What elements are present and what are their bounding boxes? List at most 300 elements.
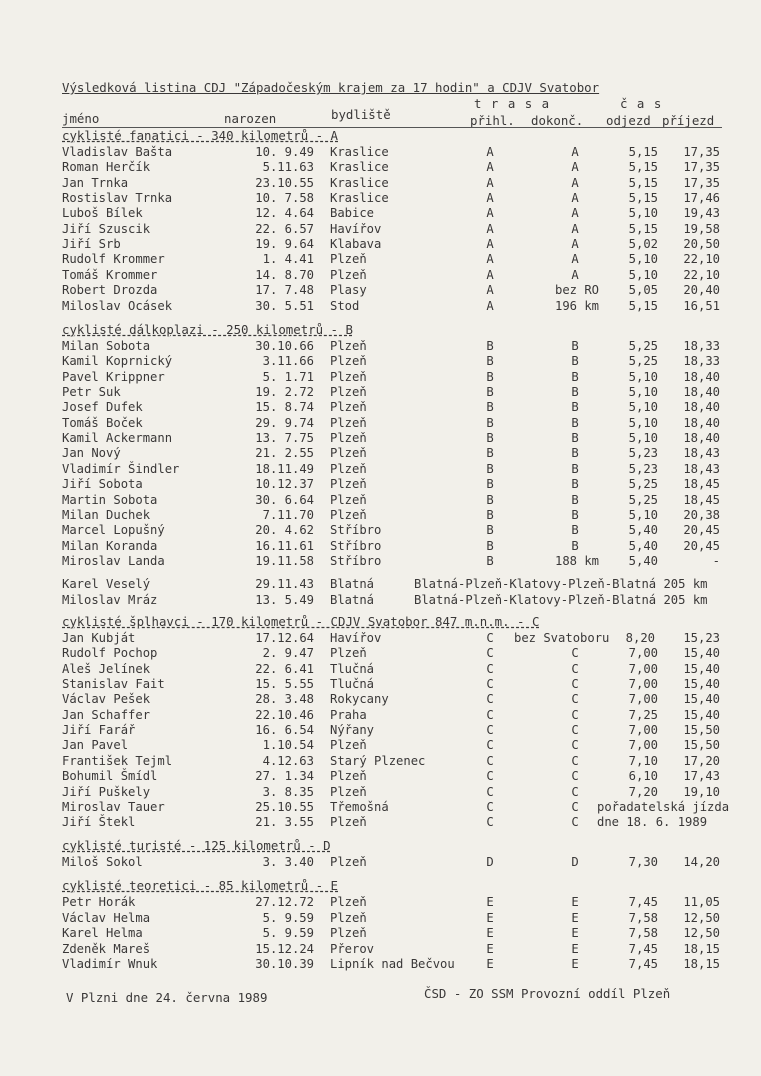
rider-name: Aleš Jelínek bbox=[62, 662, 151, 676]
route-completed: 196 km bbox=[555, 299, 600, 313]
table-row bbox=[62, 738, 752, 753]
route-completed: A bbox=[571, 222, 579, 236]
residence: Havířov bbox=[330, 222, 382, 236]
birth-date: 13. 7.75 bbox=[255, 431, 314, 445]
route-registered: D bbox=[486, 855, 494, 869]
birth-date: 5. 1.71 bbox=[262, 370, 314, 384]
departure-time: 7,25 bbox=[628, 708, 658, 722]
residence: Starý Plzenec bbox=[330, 754, 426, 768]
rider-name: Václav Pešek bbox=[62, 692, 151, 706]
arrival-time: 20,45 bbox=[683, 539, 720, 553]
route-completed: B bbox=[571, 370, 579, 384]
arrival-time: 15,40 bbox=[683, 692, 720, 706]
route-registered: B bbox=[486, 370, 494, 384]
header-prihl: přihl. bbox=[470, 113, 515, 128]
departure-time: 5,10 bbox=[628, 416, 658, 430]
residence: Plzeň bbox=[330, 508, 367, 522]
rider-name: Milan Sobota bbox=[62, 339, 151, 353]
birth-date: 19. 2.72 bbox=[255, 385, 314, 399]
departure-time: 5,40 bbox=[628, 554, 658, 568]
rider-name: Stanislav Fait bbox=[62, 677, 165, 691]
birth-date: 16. 6.54 bbox=[255, 723, 314, 737]
departure-time: 7,45 bbox=[628, 942, 658, 956]
route-completed: E bbox=[571, 926, 579, 940]
birth-date: 29.11.43 bbox=[255, 577, 314, 591]
route-registered: B bbox=[486, 446, 494, 460]
route-completed: B bbox=[571, 539, 579, 553]
arrival-time: 11,05 bbox=[683, 895, 720, 909]
arrival-time: 19,43 bbox=[683, 206, 720, 220]
arrival-time: 18,40 bbox=[683, 370, 720, 384]
table-row bbox=[62, 431, 752, 446]
route-registered: C bbox=[486, 631, 494, 645]
residence: Přerov bbox=[330, 942, 375, 956]
table-row bbox=[62, 723, 752, 738]
arrival-time: 18,43 bbox=[683, 446, 720, 460]
route-completed: B bbox=[571, 339, 579, 353]
birth-date: 2. 9.47 bbox=[262, 646, 314, 660]
rider-name: Jan Kubját bbox=[62, 631, 136, 645]
rider-name: Petr Suk bbox=[62, 385, 121, 399]
route-registered: C bbox=[486, 769, 494, 783]
table-row bbox=[62, 785, 752, 800]
route-completed: bez Svatoboru bbox=[514, 631, 610, 645]
departure-time: 5,25 bbox=[628, 339, 658, 353]
route-registered: A bbox=[486, 160, 494, 174]
rider-name: Pavel Krippner bbox=[62, 370, 165, 384]
rider-name: Milan Koranda bbox=[62, 539, 158, 553]
residence: Praha bbox=[330, 708, 367, 722]
route-registered: B bbox=[486, 508, 494, 522]
section-title: cyklisté teoretici - 85 kilometrů - E bbox=[62, 878, 339, 893]
route-completed: A bbox=[571, 191, 579, 205]
table-row bbox=[62, 370, 752, 385]
route-completed: A bbox=[571, 237, 579, 251]
route-completed: B bbox=[571, 446, 579, 460]
arrival-time: 20,45 bbox=[683, 523, 720, 537]
birth-date: 1. 4.41 bbox=[262, 252, 314, 266]
arrival-time: 18,15 bbox=[683, 957, 720, 971]
residence: Plzeň bbox=[330, 339, 367, 353]
residence: Plzeň bbox=[330, 431, 367, 445]
departure-time: 7,00 bbox=[628, 677, 658, 691]
route-registered: A bbox=[486, 283, 494, 297]
route-registered: C bbox=[486, 785, 494, 799]
rider-name: Marcel Lopušný bbox=[62, 523, 165, 537]
header-bydliste: bydliště bbox=[331, 107, 391, 122]
departure-time: 5,25 bbox=[628, 477, 658, 491]
birth-date: 4.12.63 bbox=[262, 754, 314, 768]
residence: Stříbro bbox=[330, 539, 382, 553]
header-narozen: narozen bbox=[224, 111, 277, 126]
footer-place-date: V Plzni dne 24. června 1989 bbox=[66, 990, 268, 1005]
table-row bbox=[62, 539, 752, 554]
birth-date: 15. 8.74 bbox=[255, 400, 314, 414]
birth-date: 22.10.46 bbox=[255, 708, 314, 722]
route-registered: E bbox=[486, 911, 494, 925]
rider-name: Jiří Štekl bbox=[62, 815, 136, 829]
birth-date: 1.10.54 bbox=[262, 738, 314, 752]
route-completed: C bbox=[571, 815, 579, 829]
departure-time: 5,15 bbox=[628, 299, 658, 313]
residence: Plzeň bbox=[330, 400, 367, 414]
route-registered: A bbox=[486, 206, 494, 220]
route-completed: B bbox=[571, 462, 579, 476]
departure-time: 7,00 bbox=[628, 662, 658, 676]
departure-time: 5,02 bbox=[628, 237, 658, 251]
departure-time: 7,00 bbox=[628, 646, 658, 660]
route-completed: E bbox=[571, 942, 579, 956]
residence: Plzeň bbox=[330, 769, 367, 783]
rider-name: Jan Trnka bbox=[62, 176, 129, 190]
birth-date: 5. 9.59 bbox=[262, 926, 314, 940]
rider-name: Roman Herčík bbox=[62, 160, 151, 174]
table-row bbox=[62, 299, 752, 314]
table-row bbox=[62, 708, 752, 723]
arrival-time: 19,58 bbox=[683, 222, 720, 236]
arrival-time: 15,50 bbox=[683, 723, 720, 737]
arrival-time: 20,38 bbox=[683, 508, 720, 522]
residence: Kraslice bbox=[330, 145, 389, 159]
rider-name: Josef Dufek bbox=[62, 400, 143, 414]
birth-date: 22. 6.41 bbox=[255, 662, 314, 676]
route-registered: C bbox=[486, 677, 494, 691]
route-completed: 188 km bbox=[555, 554, 600, 568]
departure-time: 7,45 bbox=[628, 957, 658, 971]
residence: Plzeň bbox=[330, 252, 367, 266]
departure-time: 8,20 bbox=[625, 631, 655, 645]
birth-date: 16.11.61 bbox=[255, 539, 314, 553]
birth-date: 23.10.55 bbox=[255, 176, 314, 190]
birth-date: 10. 7.58 bbox=[255, 191, 314, 205]
departure-time: 5,25 bbox=[628, 354, 658, 368]
departure-time: 5,40 bbox=[628, 523, 658, 537]
arrival-time: 18,40 bbox=[683, 385, 720, 399]
departure-time: 5,10 bbox=[628, 370, 658, 384]
birth-date: 21. 2.55 bbox=[255, 446, 314, 460]
section-title: cyklisté šplhavci - 170 kilometrů - CDJV Svatobor 847 m.n.m. - C bbox=[62, 614, 540, 629]
table-row bbox=[62, 957, 752, 972]
header-prijezd: příjezd bbox=[662, 113, 715, 128]
departure-time: 5,40 bbox=[628, 539, 658, 553]
birth-date: 3.11.66 bbox=[262, 354, 314, 368]
route-registered: A bbox=[486, 252, 494, 266]
departure-time: 5,10 bbox=[628, 206, 658, 220]
arrival-time: 18,45 bbox=[683, 493, 720, 507]
rider-name: Robert Drozda bbox=[62, 283, 158, 297]
birth-date: 18.11.49 bbox=[255, 462, 314, 476]
arrival-time: 22,10 bbox=[683, 268, 720, 282]
table-row bbox=[62, 677, 752, 692]
departure-time: 5,23 bbox=[628, 446, 658, 460]
residence: Plzeň bbox=[330, 477, 367, 491]
birth-date: 5. 9.59 bbox=[262, 911, 314, 925]
table-row bbox=[62, 416, 752, 431]
header-dokonc: dokonč. bbox=[531, 113, 584, 128]
rider-name: Karel Veselý bbox=[62, 577, 151, 591]
departure-time: 5,15 bbox=[628, 222, 658, 236]
route-registered: C bbox=[486, 800, 494, 814]
route-completed: E bbox=[571, 895, 579, 909]
route-registered: A bbox=[486, 145, 494, 159]
departure-time: 7,20 bbox=[628, 785, 658, 799]
route-registered: A bbox=[486, 191, 494, 205]
birth-date: 3. 3.40 bbox=[262, 855, 314, 869]
route-registered: B bbox=[486, 339, 494, 353]
rider-name: Vladimír Wnuk bbox=[62, 957, 158, 971]
route-registered: A bbox=[486, 176, 494, 190]
birth-date: 17.12.64 bbox=[255, 631, 314, 645]
rider-name: Tomáš Boček bbox=[62, 416, 143, 430]
route-completed: A bbox=[571, 176, 579, 190]
birth-date: 27.12.72 bbox=[255, 895, 314, 909]
arrival-time: 17,20 bbox=[683, 754, 720, 768]
table-row bbox=[62, 523, 752, 538]
route-completed: C bbox=[571, 738, 579, 752]
rider-name: Miroslav Tauer bbox=[62, 800, 165, 814]
table-row bbox=[62, 477, 752, 492]
route-registered: B bbox=[486, 493, 494, 507]
arrival-time: 15,50 bbox=[683, 738, 720, 752]
route-registered: C bbox=[486, 708, 494, 722]
departure-time: 7,45 bbox=[628, 895, 658, 909]
header-trasa: t r a s a bbox=[474, 96, 551, 111]
residence: Kraslice bbox=[330, 191, 389, 205]
residence: Kraslice bbox=[330, 160, 389, 174]
arrival-time: 18,40 bbox=[683, 400, 720, 414]
arrival-time: 17,35 bbox=[683, 160, 720, 174]
residence: Stříbro bbox=[330, 523, 382, 537]
route-completed: B bbox=[571, 508, 579, 522]
rider-name: Rudolf Krommer bbox=[62, 252, 165, 266]
route-completed: C bbox=[571, 692, 579, 706]
table-row bbox=[62, 815, 752, 830]
rider-name: Miloš Sokol bbox=[62, 855, 143, 869]
route-completed: A bbox=[571, 160, 579, 174]
route-completed: C bbox=[571, 646, 579, 660]
birth-date: 15.12.24 bbox=[255, 942, 314, 956]
rider-name: Vladimír Šindler bbox=[62, 462, 180, 476]
departure-time: 7,00 bbox=[628, 738, 658, 752]
route-description: Blatná-Plzeň-Klatovy-Plzeň-Blatná 205 km bbox=[414, 593, 708, 607]
route-completed: B bbox=[571, 431, 579, 445]
arrival-time: 17,46 bbox=[683, 191, 720, 205]
table-row bbox=[62, 176, 752, 191]
departure-time: 5,10 bbox=[628, 508, 658, 522]
route-registered: C bbox=[486, 692, 494, 706]
birth-date: 15. 5.55 bbox=[255, 677, 314, 691]
residence: Stříbro bbox=[330, 554, 382, 568]
departure-time: 5,10 bbox=[628, 268, 658, 282]
rider-name: Jan Pavel bbox=[62, 738, 129, 752]
residence: Plzeň bbox=[330, 493, 367, 507]
residence: Plzeň bbox=[330, 895, 367, 909]
birth-date: 5.11.63 bbox=[262, 160, 314, 174]
residence: Blatná bbox=[330, 577, 375, 591]
arrival-time: 19,10 bbox=[683, 785, 720, 799]
residence: Plzeň bbox=[330, 855, 367, 869]
residence: Babice bbox=[330, 206, 375, 220]
residence: Plzeň bbox=[330, 911, 367, 925]
departure-time: 5,10 bbox=[628, 431, 658, 445]
table-row bbox=[62, 942, 752, 957]
birth-date: 22. 6.57 bbox=[255, 222, 314, 236]
table-row bbox=[62, 911, 752, 926]
arrival-time: 18,43 bbox=[683, 462, 720, 476]
arrival-time: - bbox=[712, 554, 720, 568]
residence: Stod bbox=[330, 299, 360, 313]
rider-name: Petr Horák bbox=[62, 895, 136, 909]
residence: Plzeň bbox=[330, 446, 367, 460]
arrival-time: 18,40 bbox=[683, 416, 720, 430]
table-row bbox=[62, 493, 752, 508]
arrival-time: 16,51 bbox=[683, 299, 720, 313]
table-row bbox=[62, 385, 752, 400]
route-registered: B bbox=[486, 477, 494, 491]
residence: Třemošná bbox=[330, 800, 389, 814]
birth-date: 7.11.70 bbox=[262, 508, 314, 522]
route-registered: C bbox=[486, 662, 494, 676]
rider-name: Vladislav Bašta bbox=[62, 145, 173, 159]
table-row bbox=[62, 462, 752, 477]
arrival-time: 20,40 bbox=[683, 283, 720, 297]
route-registered: A bbox=[486, 299, 494, 313]
residence: Plasy bbox=[330, 283, 367, 297]
table-row bbox=[62, 926, 752, 941]
residence: Rokycany bbox=[330, 692, 389, 706]
departure-time: 5,10 bbox=[628, 400, 658, 414]
birth-date: 30. 6.64 bbox=[255, 493, 314, 507]
footer-organizer: ČSD - ZO SSM Provozní oddíl Plzeň bbox=[424, 986, 671, 1001]
table-row bbox=[62, 191, 752, 206]
birth-date: 20. 4.62 bbox=[255, 523, 314, 537]
birth-date: 3. 8.35 bbox=[262, 785, 314, 799]
table-row bbox=[62, 692, 752, 707]
route-registered: A bbox=[486, 222, 494, 236]
rider-name: Martin Sobota bbox=[62, 493, 158, 507]
table-row bbox=[62, 206, 752, 221]
route-registered: A bbox=[486, 237, 494, 251]
residence: Plzeň bbox=[330, 815, 367, 829]
birth-date: 14. 8.70 bbox=[255, 268, 314, 282]
table-row bbox=[62, 646, 752, 661]
residence: Plzeň bbox=[330, 416, 367, 430]
route-registered: E bbox=[486, 926, 494, 940]
route-registered: B bbox=[486, 416, 494, 430]
route-completed: E bbox=[571, 957, 579, 971]
residence: Nýřany bbox=[330, 723, 375, 737]
departure-time: dne 18. 6. 1989 bbox=[597, 815, 708, 829]
table-row bbox=[62, 662, 752, 677]
table-row bbox=[62, 577, 752, 592]
arrival-time: 22,10 bbox=[683, 252, 720, 266]
table-row bbox=[62, 754, 752, 769]
route-completed: A bbox=[571, 206, 579, 220]
rider-name: Bohumil Šmídl bbox=[62, 769, 158, 783]
route-completed: bez RO bbox=[555, 283, 600, 297]
rider-name: Miloslav Ocásek bbox=[62, 299, 173, 313]
rider-name: František Tejml bbox=[62, 754, 173, 768]
residence: Blatná bbox=[330, 593, 375, 607]
residence: Plzeň bbox=[330, 785, 367, 799]
arrival-time: 17,35 bbox=[683, 176, 720, 190]
route-registered: A bbox=[486, 268, 494, 282]
departure-time: 7,58 bbox=[628, 911, 658, 925]
arrival-time: 15,40 bbox=[683, 662, 720, 676]
route-registered: B bbox=[486, 462, 494, 476]
departure-time: 5,15 bbox=[628, 176, 658, 190]
route-completed: A bbox=[571, 145, 579, 159]
table-row bbox=[62, 237, 752, 252]
table-row bbox=[62, 400, 752, 415]
departure-time: 7,58 bbox=[628, 926, 658, 940]
departure-time: 5,15 bbox=[628, 160, 658, 174]
table-row bbox=[62, 800, 752, 815]
birth-date: 12. 4.64 bbox=[255, 206, 314, 220]
section-title: cyklisté dálkoplazi - 250 kilometrů - B bbox=[62, 322, 353, 337]
departure-time: 7,00 bbox=[628, 723, 658, 737]
route-completed: A bbox=[571, 268, 579, 282]
birth-date: 30.10.39 bbox=[255, 957, 314, 971]
arrival-time: 18,33 bbox=[683, 354, 720, 368]
arrival-time: 12,50 bbox=[683, 926, 720, 940]
route-registered: E bbox=[486, 895, 494, 909]
route-registered: E bbox=[486, 957, 494, 971]
birth-date: 28. 3.48 bbox=[255, 692, 314, 706]
residence: Plzeň bbox=[330, 646, 367, 660]
rider-name: Tomáš Krommer bbox=[62, 268, 158, 282]
route-completed: C bbox=[571, 754, 579, 768]
residence: Kraslice bbox=[330, 176, 389, 190]
rider-name: Jiří Farář bbox=[62, 723, 136, 737]
rider-name: Jiří Puškely bbox=[62, 785, 151, 799]
departure-time: 7,00 bbox=[628, 692, 658, 706]
route-registered: C bbox=[486, 754, 494, 768]
route-description: Blatná-Plzeň-Klatovy-Plzeň-Blatná 205 km bbox=[414, 577, 708, 591]
birth-date: 13. 5.49 bbox=[255, 593, 314, 607]
table-row bbox=[62, 283, 752, 298]
arrival-time: 15,40 bbox=[683, 677, 720, 691]
departure-time: 6,10 bbox=[628, 769, 658, 783]
route-registered: B bbox=[486, 554, 494, 568]
rider-name: Jiří Sobota bbox=[62, 477, 143, 491]
rider-name: Milan Duchek bbox=[62, 508, 151, 522]
birth-date: 29. 9.74 bbox=[255, 416, 314, 430]
rider-name: Luboš Bílek bbox=[62, 206, 143, 220]
residence: Plzeň bbox=[330, 926, 367, 940]
arrival-time: 15,40 bbox=[683, 708, 720, 722]
route-registered: B bbox=[486, 539, 494, 553]
route-completed: E bbox=[571, 911, 579, 925]
rider-name: Jiří Srb bbox=[62, 237, 121, 251]
route-registered: B bbox=[486, 385, 494, 399]
birth-date: 10. 9.49 bbox=[255, 145, 314, 159]
departure-time: 5,15 bbox=[628, 145, 658, 159]
table-row bbox=[62, 160, 752, 175]
departure-time: 5,10 bbox=[628, 385, 658, 399]
table-row bbox=[62, 354, 752, 369]
arrival-time: 17,35 bbox=[683, 145, 720, 159]
route-registered: B bbox=[486, 400, 494, 414]
birth-date: 21. 3.55 bbox=[255, 815, 314, 829]
header-odjezd: odjezd bbox=[606, 113, 651, 128]
route-completed: C bbox=[571, 800, 579, 814]
route-completed: B bbox=[571, 416, 579, 430]
residence: Plzeň bbox=[330, 462, 367, 476]
arrival-time: 18,45 bbox=[683, 477, 720, 491]
table-row bbox=[62, 508, 752, 523]
rider-name: Kamil Koprnický bbox=[62, 354, 173, 368]
